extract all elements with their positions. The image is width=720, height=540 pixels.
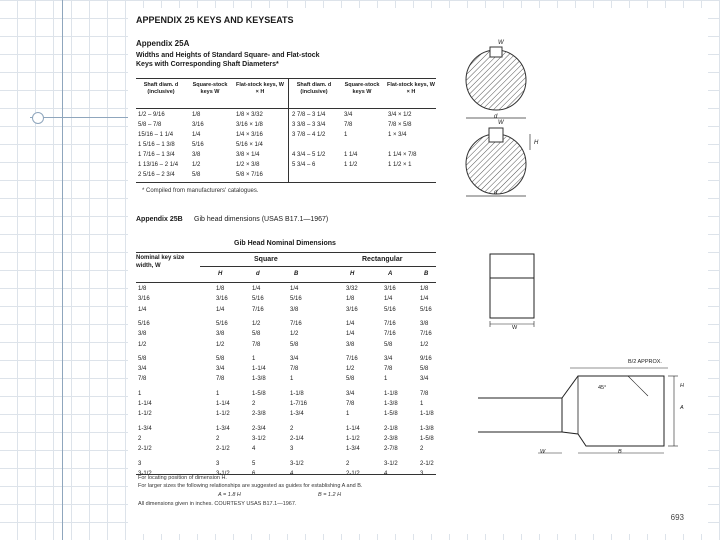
section-b-title: Gib head dimensions (USAS B17.1—1967) (194, 216, 329, 223)
formula-a: A = 1.8 H (218, 492, 241, 498)
table-b-cell: 5/8 (420, 366, 429, 373)
label-w-lower: W (498, 120, 504, 126)
table-b-cell: 1-7/16 (290, 401, 308, 407)
table-b-subheader: H (350, 271, 355, 277)
table-b-cell: 5/16 (216, 320, 228, 327)
table-b-cell: 5/16 (420, 306, 432, 313)
table-b-subheader: B (294, 271, 299, 277)
table-a-cell: 5/8 (192, 172, 201, 178)
table-b-cell: 1-1/8 (290, 390, 304, 397)
table-b-cell: 1-3/8 (384, 401, 398, 407)
table-b-cell: 1-1/4 (216, 401, 230, 407)
table-b-cell: 3/8 (346, 341, 355, 348)
table-b-cell: 2 (346, 460, 350, 467)
table-b-cell: 5/16 (138, 320, 150, 327)
table-b-cell: 1 (290, 376, 294, 383)
table-b-subheader: H (218, 271, 223, 277)
table-b-cell: 5/8 (384, 341, 393, 348)
table-b-cell: 5 (252, 460, 256, 467)
table-b-subheader: A (388, 271, 393, 277)
table-b-cell: 3/4 (420, 376, 429, 383)
table-b-note-2: For larger sizes the following relationships are suggested as guides for establishing A and B. (138, 483, 363, 489)
table-a-header: Flat-stock keys, W × H (387, 82, 435, 95)
table-b-cell: 7/16 (252, 306, 264, 313)
section-a-title-line1: Widths and Heights of Standard Square- and Flat-stock (136, 52, 320, 59)
table-a-cell: 1/2 × 3/8 (236, 162, 260, 168)
table-b-caption: Gib Head Nominal Dimensions (234, 240, 336, 247)
table-b-cell: 1/2 (290, 331, 299, 338)
table-a-cell: 1/4 (192, 132, 201, 138)
table-b-cell: 3/16 (346, 306, 358, 313)
table-a-cell: 3/8 × 1/4 (236, 152, 260, 158)
table-b-cell: 2 (216, 435, 220, 442)
table-b-cell: 1/2 (420, 341, 429, 348)
table-b-cell: 1 (420, 401, 424, 407)
table-b-cell: 5/16 (252, 296, 264, 303)
table-a-cell: 2 5/16 – 2 3/4 (138, 172, 175, 178)
table-a-cell: 3/16 × 1/8 (236, 122, 263, 128)
table-a-header: Shaft diam. d (inclusive) (143, 82, 179, 95)
table-b-cell: 2-3/8 (252, 411, 266, 418)
table-b-cell: 1-5/8 (384, 411, 398, 418)
table-b-cell: 2-1/2 (216, 446, 230, 453)
table-a-cell: 1/4 × 3/16 (236, 132, 263, 138)
table-b-cell: 5/16 (384, 306, 396, 313)
table-a-cell: 1 × 3/4 (388, 132, 407, 138)
label-w-top: W (498, 40, 504, 46)
table-a-cell: 1/8 (192, 112, 201, 118)
table-b-cell: 3/16 (138, 296, 150, 303)
label-b2-approx: B/2 APPROX. (628, 359, 662, 365)
table-b-cell: 3/16 (216, 296, 228, 303)
table-a-cell: 3 7/8 – 4 1/2 (292, 132, 326, 138)
table-a-cell: 1 5/16 – 1 3/8 (138, 142, 175, 148)
gib-head-key-diagram (478, 248, 708, 468)
table-a-cell: 1 1/4 × 7/8 (388, 152, 417, 158)
table-b-cell: 1-5/8 (420, 435, 434, 442)
table-a-cell: 5/8 – 7/8 (138, 122, 162, 128)
table-b-subheader: d (256, 271, 260, 277)
table-b-cell: 3 (138, 460, 142, 467)
table-b-cell: 2-7/8 (384, 446, 398, 453)
table-b-cell: 3/4 (290, 355, 299, 362)
table-b-cell: 7/16 (346, 355, 358, 362)
table-b-cell: 1/2 (346, 366, 355, 373)
label-angle: 45° (598, 385, 607, 391)
table-a-cell: 3/4 (344, 112, 353, 118)
table-b-cell: 1 (252, 355, 256, 362)
section-a-title-line2: Keys with Corresponding Shaft Diameters* (136, 61, 279, 68)
table-b-cell: 1/4 (138, 306, 147, 313)
table-b-cell: 2-1/8 (384, 425, 398, 432)
table-b-cell: 1-3/8 (252, 376, 266, 383)
label-w-gib: W (540, 449, 546, 455)
table-b-subheader: B (424, 271, 429, 277)
table-b-cell: 1-3/8 (420, 425, 434, 432)
table-b-cell: 1/4 (346, 331, 355, 338)
table-b-cell: 1 (216, 390, 220, 397)
table-a-cell: 3 3/8 – 3 3/4 (292, 122, 326, 128)
table-b-group-square: Square (254, 256, 278, 263)
table-b-cell: 1/8 (216, 286, 225, 292)
table-b-cell: 3 (290, 446, 294, 453)
table-b-cell: 5/16 (290, 296, 302, 303)
table-b-cell: 3/8 (216, 331, 225, 338)
table-b-cell: 3/4 (346, 390, 355, 397)
table-b-cell: 7/16 (290, 320, 302, 327)
table-25a (136, 78, 436, 184)
table-b-cell: 5/8 (216, 355, 225, 362)
label-h-gib: H (680, 383, 684, 389)
table-b-cell: 1-1/2 (138, 411, 152, 418)
slide-bullet-circle (32, 112, 44, 124)
table-a-cell: 5/16 (192, 142, 204, 148)
table-b-cell: 1-1/8 (420, 411, 434, 418)
table-a-cell: 5/16 × 1/4 (236, 142, 263, 148)
table-b-cell: 1/4 (252, 286, 261, 292)
table-b-cell: 2 (290, 425, 294, 432)
table-b-cell: 3/4 (384, 355, 393, 362)
table-b-cell: 1-3/4 (290, 411, 304, 418)
table-b-cell: 2-3/4 (252, 425, 266, 432)
label-b-gib: B (618, 449, 622, 455)
table-a-cell: 5 3/4 – 6 (292, 162, 316, 168)
table-b-note-1: For locating position of dimension H. (138, 475, 227, 481)
table-b-cell: 3/8 (420, 320, 429, 327)
table-a-cell: 1/2 – 9/16 (138, 112, 165, 118)
table-b-group-rectangular: Rectangular (362, 256, 403, 263)
table-b-cell: 1-3/4 (138, 425, 152, 432)
table-b-cell: 3-1/2 (290, 460, 304, 467)
table-b-cell: 1/4 (290, 286, 299, 292)
table-a-header: Flat-stock keys, W × H (236, 82, 284, 95)
table-b-cell: 1-5/8 (252, 390, 266, 397)
table-b-cell: 7/8 (346, 401, 355, 407)
table-b-cell: 5/8 (290, 341, 299, 348)
table-a-footnote: * Compiled from manufacturers' catalogues. (142, 188, 259, 194)
table-a-cell: 1 1/4 (344, 152, 358, 158)
table-b-cell: 3-1/2 (384, 460, 398, 467)
table-b-cell: 1/8 (420, 286, 429, 292)
table-a-cell: 3/16 (192, 122, 204, 128)
table-b-cell: 7/16 (384, 320, 396, 327)
table-b-cell: 1/4 (384, 296, 393, 303)
table-b-cell: 2 (420, 446, 424, 453)
table-a-cell: 1 7/16 – 1 3/4 (138, 152, 175, 158)
label-a-gib: A (680, 405, 684, 411)
scanned-page (128, 8, 708, 534)
formula-b: B = 1.2 H (318, 492, 342, 498)
table-a-cell: 3/4 × 1/2 (388, 112, 412, 118)
table-a-cell: 1/8 × 3/32 (236, 112, 263, 118)
table-b-cell: 2-3/8 (384, 435, 398, 442)
label-h-right: H (534, 140, 539, 146)
section-b-label: Appendix 25B (136, 216, 183, 223)
table-a-cell: 4 3/4 – 5 1/2 (292, 152, 326, 158)
table-b-cell: 7/8 (252, 341, 261, 348)
table-b-cell: 3/4 (216, 366, 225, 373)
shaft-keyseat-diagram (446, 38, 566, 198)
table-b-cell: 9/16 (420, 355, 432, 362)
table-a-header: Square-stock keys W (192, 82, 228, 95)
label-w-block: W (512, 325, 518, 331)
table-b-cell: 1/4 (420, 296, 429, 303)
table-b-cell: 1-1/8 (384, 390, 398, 397)
table-b-cell: 2-1/4 (290, 435, 304, 442)
table-b-cell: 1-1/2 (346, 435, 360, 442)
table-b-cell: 1/8 (346, 296, 355, 303)
label-d-lower: d (494, 190, 498, 196)
table-b-cell: 1/4 (216, 306, 225, 313)
table-a-cell: 1 1/2 × 1 (388, 162, 412, 168)
table-b-cell: 7/8 (384, 366, 393, 373)
table-b-cell: 1 (138, 390, 142, 397)
table-b-cell: 3/8 (290, 306, 299, 313)
table-b-cell: 3 (216, 460, 220, 467)
table-b-cell: 5/8 (138, 355, 147, 362)
page-number: 693 (670, 513, 684, 522)
table-a-cell: 1 13/16 – 2 1/4 (138, 162, 179, 168)
table-b-cell: 7/16 (384, 331, 396, 338)
table-a-cell: 7/8 (344, 122, 353, 128)
table-b-cell: 3/32 (346, 286, 358, 292)
table-b-cell: 1-1/2 (216, 411, 230, 418)
table-b-cell: 3/16 (384, 286, 396, 292)
table-b-cell: 2-1/2 (138, 446, 152, 453)
table-b-cell: 1/2 (252, 320, 261, 327)
table-b-cell: 7/8 (216, 376, 225, 383)
label-d-top: d (494, 114, 498, 120)
table-a-header: Shaft diam. d (inclusive) (296, 82, 332, 95)
table-b-cell: 1-1/4 (252, 366, 266, 373)
table-b-cell: 7/8 (420, 390, 429, 397)
table-a-header: Square-stock keys W (344, 82, 380, 95)
table-a-cell: 1 1/2 (344, 162, 358, 168)
table-a-cell: 7/8 × 5/8 (388, 122, 412, 128)
table-b-cell: 7/8 (290, 366, 299, 373)
table-b-cell: 3/8 (138, 331, 147, 338)
table-a-cell: 3/8 (192, 152, 201, 158)
table-b-note-3: All dimensions given in inches. COURTESY USAS B17.1—1967. (138, 501, 297, 507)
table-b-cell: 1 (346, 411, 350, 418)
table-a-cell: 1 (344, 132, 348, 138)
table-a-cell: 5/8 × 7/16 (236, 172, 263, 178)
table-a-cell: 1/2 (192, 162, 201, 168)
table-b-cell: 2 (252, 401, 256, 407)
table-b-cell: 5/8 (346, 376, 355, 383)
appendix-title: APPENDIX 25 KEYS AND KEYSEATS (136, 15, 294, 25)
table-a-cell: 15/16 – 1 1/4 (138, 132, 174, 138)
table-b-cell: 3-1/2 (252, 435, 266, 442)
table-b-cell: 1/8 (138, 286, 147, 292)
table-b-cell: 1-3/4 (216, 425, 230, 432)
table-b-cell: 1/4 (346, 320, 355, 327)
table-b-cell: 5/8 (252, 331, 261, 338)
table-b-cell: 1-1/4 (138, 401, 152, 407)
table-a-cell: 2 7/8 – 3 1/4 (292, 112, 326, 118)
table-b-cell: 1/2 (216, 341, 225, 348)
table-b-cell: 1/2 (138, 341, 147, 348)
table-b-key-size-header: Nominal key size width, W (136, 255, 185, 269)
slide-vertical-rule (62, 0, 63, 540)
table-b-cell: 2-1/2 (420, 460, 434, 467)
table-b-cell: 1-1/4 (346, 425, 360, 432)
table-b-cell: 1-3/4 (346, 446, 360, 453)
section-a-label: Appendix 25A (136, 39, 190, 48)
table-b-cell: 7/16 (420, 331, 432, 338)
table-b-cell: 7/8 (138, 376, 147, 383)
table-b-cell: 1 (384, 376, 388, 383)
table-b-cell: 3/4 (138, 366, 147, 373)
table-b-cell: 2 (138, 435, 142, 442)
table-25b (136, 252, 436, 482)
table-b-cell: 4 (252, 446, 256, 453)
